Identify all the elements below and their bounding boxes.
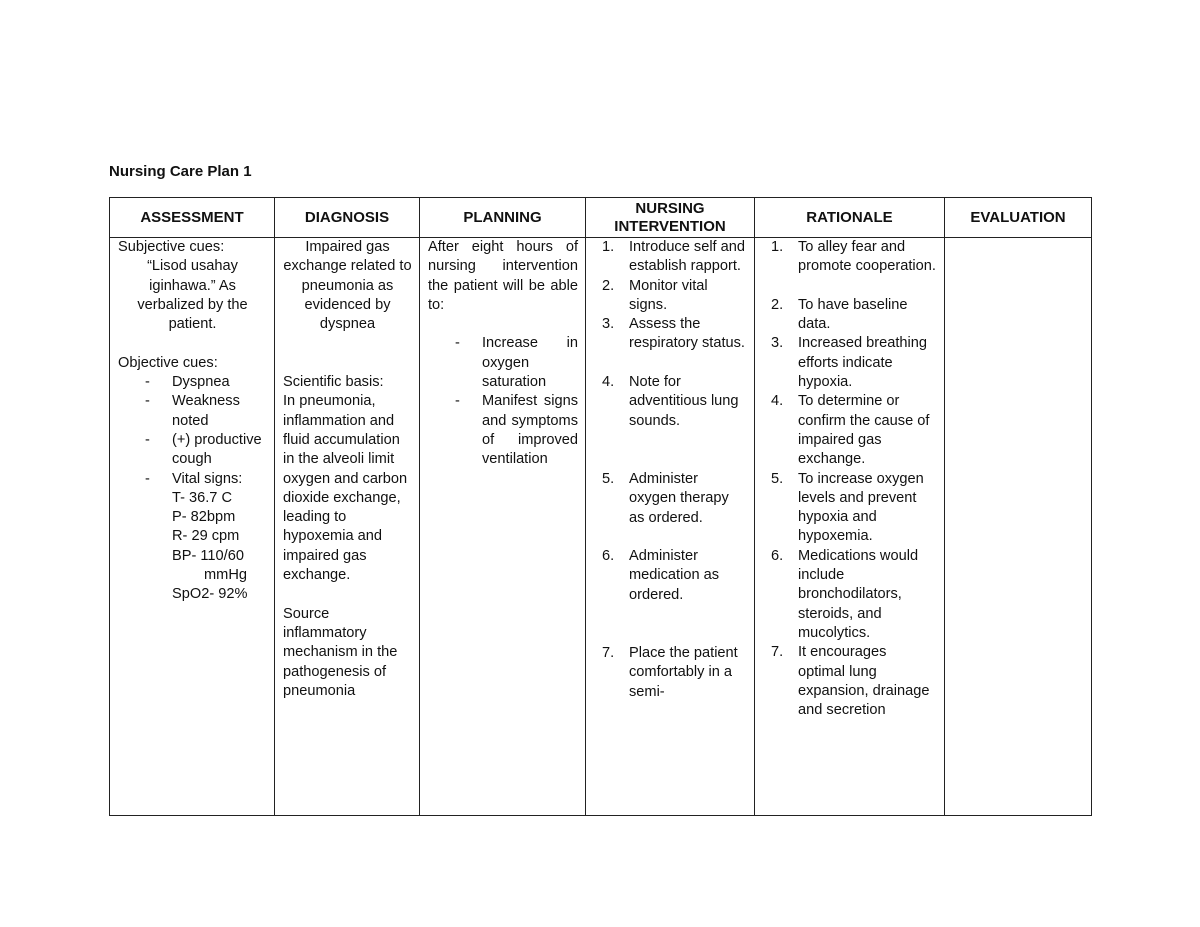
item-text: Monitor vital signs. <box>629 277 708 313</box>
item-number: 3. <box>771 335 784 352</box>
header-rationale: RATIONALE <box>755 198 945 238</box>
vital-signs-label: - Vital signs: <box>172 470 243 487</box>
item-text: Place the patient comfortably in a semi- <box>629 645 738 700</box>
item-number: 2. <box>771 296 784 313</box>
document-title: Nursing Care Plan 1 <box>109 163 252 180</box>
planning-cell <box>420 238 586 816</box>
list-item <box>602 644 747 702</box>
item-text: To have baseline data. <box>798 296 908 333</box>
item-text: To alley fear and promote cooperation. <box>798 239 936 275</box>
list-item <box>771 296 937 335</box>
intervention-cell <box>586 238 755 816</box>
header-nursing-intervention <box>586 198 755 238</box>
item-number: 7. <box>602 645 615 662</box>
item-number: 5. <box>602 470 615 487</box>
vital-signs-item <box>145 470 267 605</box>
list-item: - Increase in oxygen saturation <box>455 334 578 392</box>
item-text: It encourages optimal lung expansion, drainage and secretion <box>798 644 930 719</box>
vital-pulse: P- 82bpm <box>172 509 236 526</box>
header-planning: PLANNING <box>420 198 586 238</box>
item-number: 4. <box>771 393 784 410</box>
subjective-quote: “Lisod usahay iginhawa.” As verbalized by the patient. <box>137 258 248 333</box>
header-evaluation: EVALUATION <box>945 198 1092 238</box>
assessment-cell <box>110 238 275 816</box>
list-item: - Weakness noted <box>145 392 267 431</box>
header-assessment: ASSESSMENT <box>110 198 275 238</box>
list-item <box>771 470 937 547</box>
item-number: 5. <box>771 470 784 487</box>
item-text: Introduce self and establish rapport. <box>629 239 746 275</box>
list-item: - Manifest signs and symptoms of improved ventilation <box>455 392 578 469</box>
header-intervention-line2: INTERVENTION <box>614 217 726 235</box>
list-item <box>602 315 747 354</box>
item-text: Administer oxygen therapy as ordered. <box>629 470 729 526</box>
list-item <box>602 277 747 316</box>
item-number: 7. <box>771 644 784 661</box>
list-item <box>771 238 937 277</box>
list-item <box>602 547 747 605</box>
diagnosis-cell <box>275 238 420 816</box>
item-number: 6. <box>602 548 615 565</box>
item-number: 6. <box>771 547 784 564</box>
list-item <box>771 334 937 392</box>
planning-intro: After eight hours of nursing intervention the patient will be able to: <box>428 239 578 313</box>
item-text: Note for adventitious lung sounds. <box>629 374 739 429</box>
objective-label: Objective cues: <box>118 354 218 371</box>
item-number: 1. <box>602 239 615 255</box>
list-item <box>771 643 937 720</box>
plan-row <box>110 238 1092 816</box>
header-row <box>110 198 1092 238</box>
vital-bp-unit: mmHg <box>204 567 247 584</box>
nursing-care-plan-table <box>109 197 1092 816</box>
item-number: 1. <box>771 239 784 255</box>
item-number: 3. <box>602 316 615 333</box>
rationale-list <box>763 238 937 720</box>
list-item: - Dyspnea <box>145 373 267 392</box>
list-item <box>602 373 747 431</box>
planning-goals-list <box>428 334 578 469</box>
header-intervention-line1: NURSING <box>635 199 705 217</box>
scientific-basis-text: In pneumonia, inflammation and fluid accumulation in the alveoli limit oxygen and carbon dioxide exchange, leading to hypoxemia and impaired gas exchange. <box>283 393 408 584</box>
item-number: 2. <box>602 277 615 294</box>
source-text: Source inflammatory mechanism in the pathogenesis of pneumonia <box>283 605 398 699</box>
evaluation-cell <box>945 238 1092 816</box>
scientific-basis-label: Scientific basis: <box>283 374 384 391</box>
diagnosis-statement: Impaired gas exchange related to pneumonia as evidenced by dyspnea <box>283 239 412 333</box>
subjective-label: Subjective cues: <box>118 239 225 255</box>
item-text: To determine or confirm the cause of impaired gas exchange. <box>798 393 930 468</box>
vital-resp: R- 29 cpm <box>172 528 240 545</box>
vital-bp: BP- 110/60 <box>172 547 244 564</box>
item-text: Assess the respiratory status. <box>629 316 745 352</box>
vital-temp: T- 36.7 C <box>172 489 233 506</box>
item-text: Increased breathing efforts indicate hypoxia. <box>798 335 927 391</box>
item-text: Medications would include bronchodilators, steroids, and mucolytics. <box>798 547 919 641</box>
list-item <box>602 238 747 277</box>
item-text: To increase oxygen levels and prevent hypoxia and hypoxemia. <box>798 470 924 545</box>
list-item <box>771 392 937 469</box>
list-item: - (+) productive cough <box>145 431 267 470</box>
item-text: Administer medication as ordered. <box>629 548 720 603</box>
rationale-cell <box>755 238 945 816</box>
item-number: 4. <box>602 374 615 391</box>
list-item <box>771 547 937 643</box>
vital-spo2: SpO2- 92% <box>172 586 248 603</box>
objective-cues-list <box>118 373 267 605</box>
intervention-list <box>594 238 747 702</box>
list-item <box>602 470 747 528</box>
header-diagnosis: DIAGNOSIS <box>275 198 420 238</box>
